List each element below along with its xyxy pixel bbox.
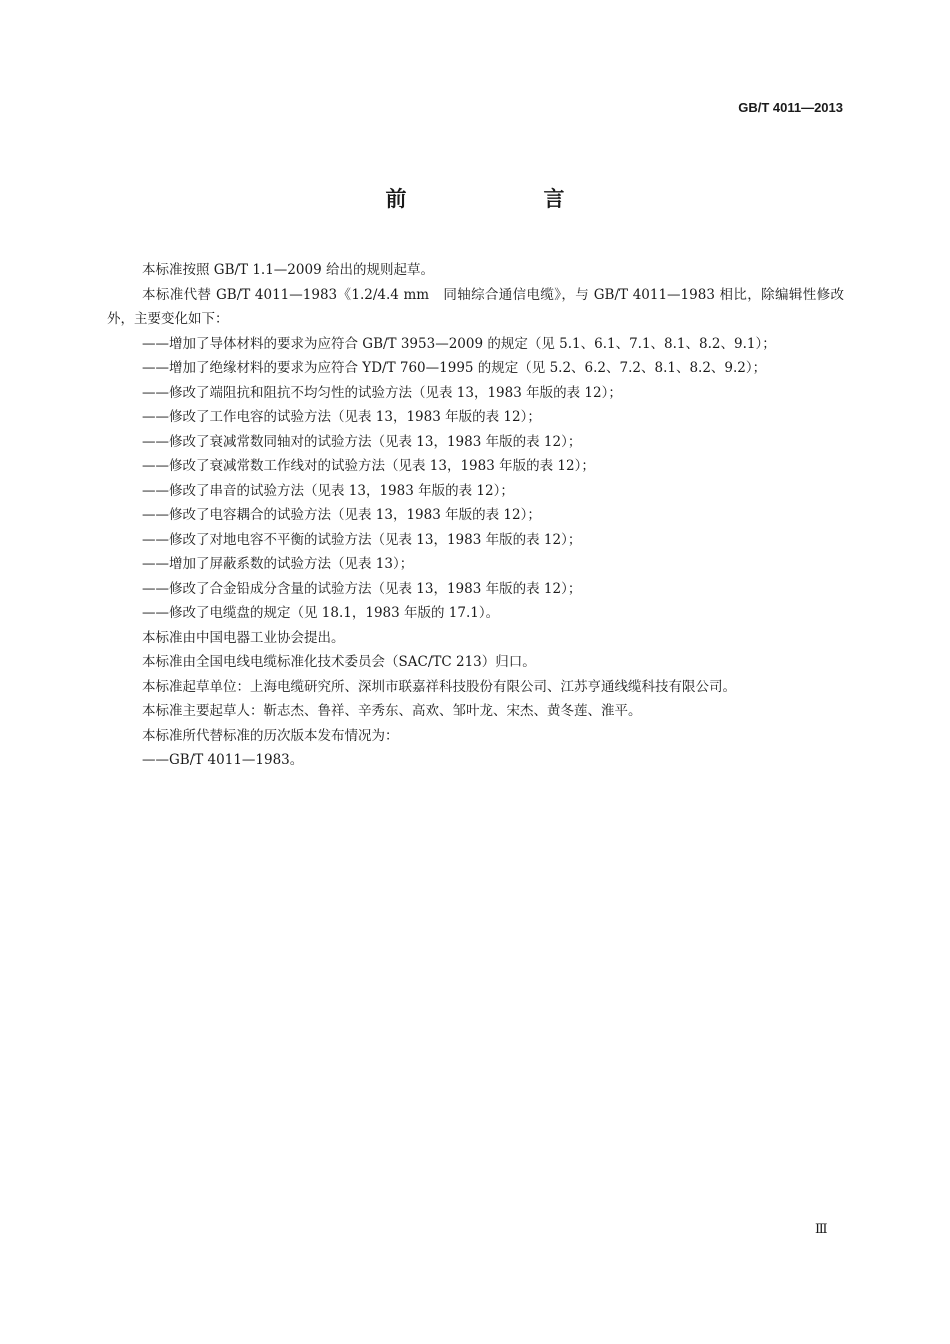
foreword-body	[107, 258, 844, 773]
list-item: ——修改了对地电容不平衡的试验方法（见表 13，1983 年版的表 12）；	[142, 531, 582, 548]
page-number: Ⅲ	[815, 1222, 828, 1237]
list-item: ——修改了端阻抗和阻抗不均匀性的试验方法（见表 13，1983 年版的表 12）；	[142, 384, 622, 401]
changes-list	[107, 332, 844, 626]
paragraph-drafting-rules: 本标准按照 GB/T 1.1—2009 给出的规则起草。	[142, 262, 434, 278]
history-item: ——GB/T 4011—1983。	[142, 752, 304, 768]
list-item: ——增加了导体材料的要求为应符合 GB/T 3953—2009 的规定（见 5.1、6.1、7.1、8.1、8.2、9.1）；	[142, 335, 776, 352]
list-item: ——修改了电容耦合的试验方法（见表 13，1983 年版的表 12）；	[142, 507, 541, 523]
paragraph-replacement: 本标准代替 GB/T 4011—1983《1.2/4.4 mm 同轴综合通信电缆》，与 GB/T 4011—1983 相比，除编辑性修改外，主要变化如下：	[107, 286, 844, 327]
paragraph-proposer: 本标准由中国电器工业协会提出。	[142, 629, 345, 646]
list-item: ——修改了串音的试验方法（见表 13，1983 年版的表 12）；	[142, 482, 514, 499]
paragraph-drafting-units: 本标准起草单位：上海电缆研究所、深圳市联嘉祥科技股份有限公司、江苏亨通线缆科技有限公司。	[142, 678, 736, 695]
list-item: ——修改了衰减常数同轴对的试验方法（见表 13，1983 年版的表 12）；	[142, 433, 582, 450]
list-item: ——增加了绝缘材料的要求为应符合 YD/T 760—1995 的规定（见 5.2、6.2、7.2、8.1、8.2、9.2）；	[142, 360, 767, 376]
paragraph-technical-committee: 本标准由全国电线电缆标准化技术委员会（SAC/TC 213）归口。	[142, 654, 536, 670]
page-title: 前 言	[385, 187, 623, 211]
paragraph-drafters: 本标准主要起草人：靳志杰、鲁祥、辛秀东、高欢、邹叶龙、宋杰、黄冬莲、淮平。	[142, 703, 642, 719]
list-item: ——修改了电缆盘的规定（见 18.1，1983 年版的 17.1）。	[142, 605, 500, 621]
paragraph-history-intro: 本标准所代替标准的历次版本发布情况为：	[142, 727, 399, 744]
list-item: ——修改了衰减常数工作线对的试验方法（见表 13，1983 年版的表 12）；	[142, 458, 595, 474]
list-item: ——修改了合金铅成分含量的试验方法（见表 13，1983 年版的表 12）；	[142, 580, 582, 597]
standard-number: GB/T 4011—2013	[738, 100, 843, 115]
list-item: ——修改了工作电容的试验方法（见表 13，1983 年版的表 12）；	[142, 409, 541, 425]
list-item: ——增加了屏蔽系数的试验方法（见表 13）；	[142, 556, 414, 572]
